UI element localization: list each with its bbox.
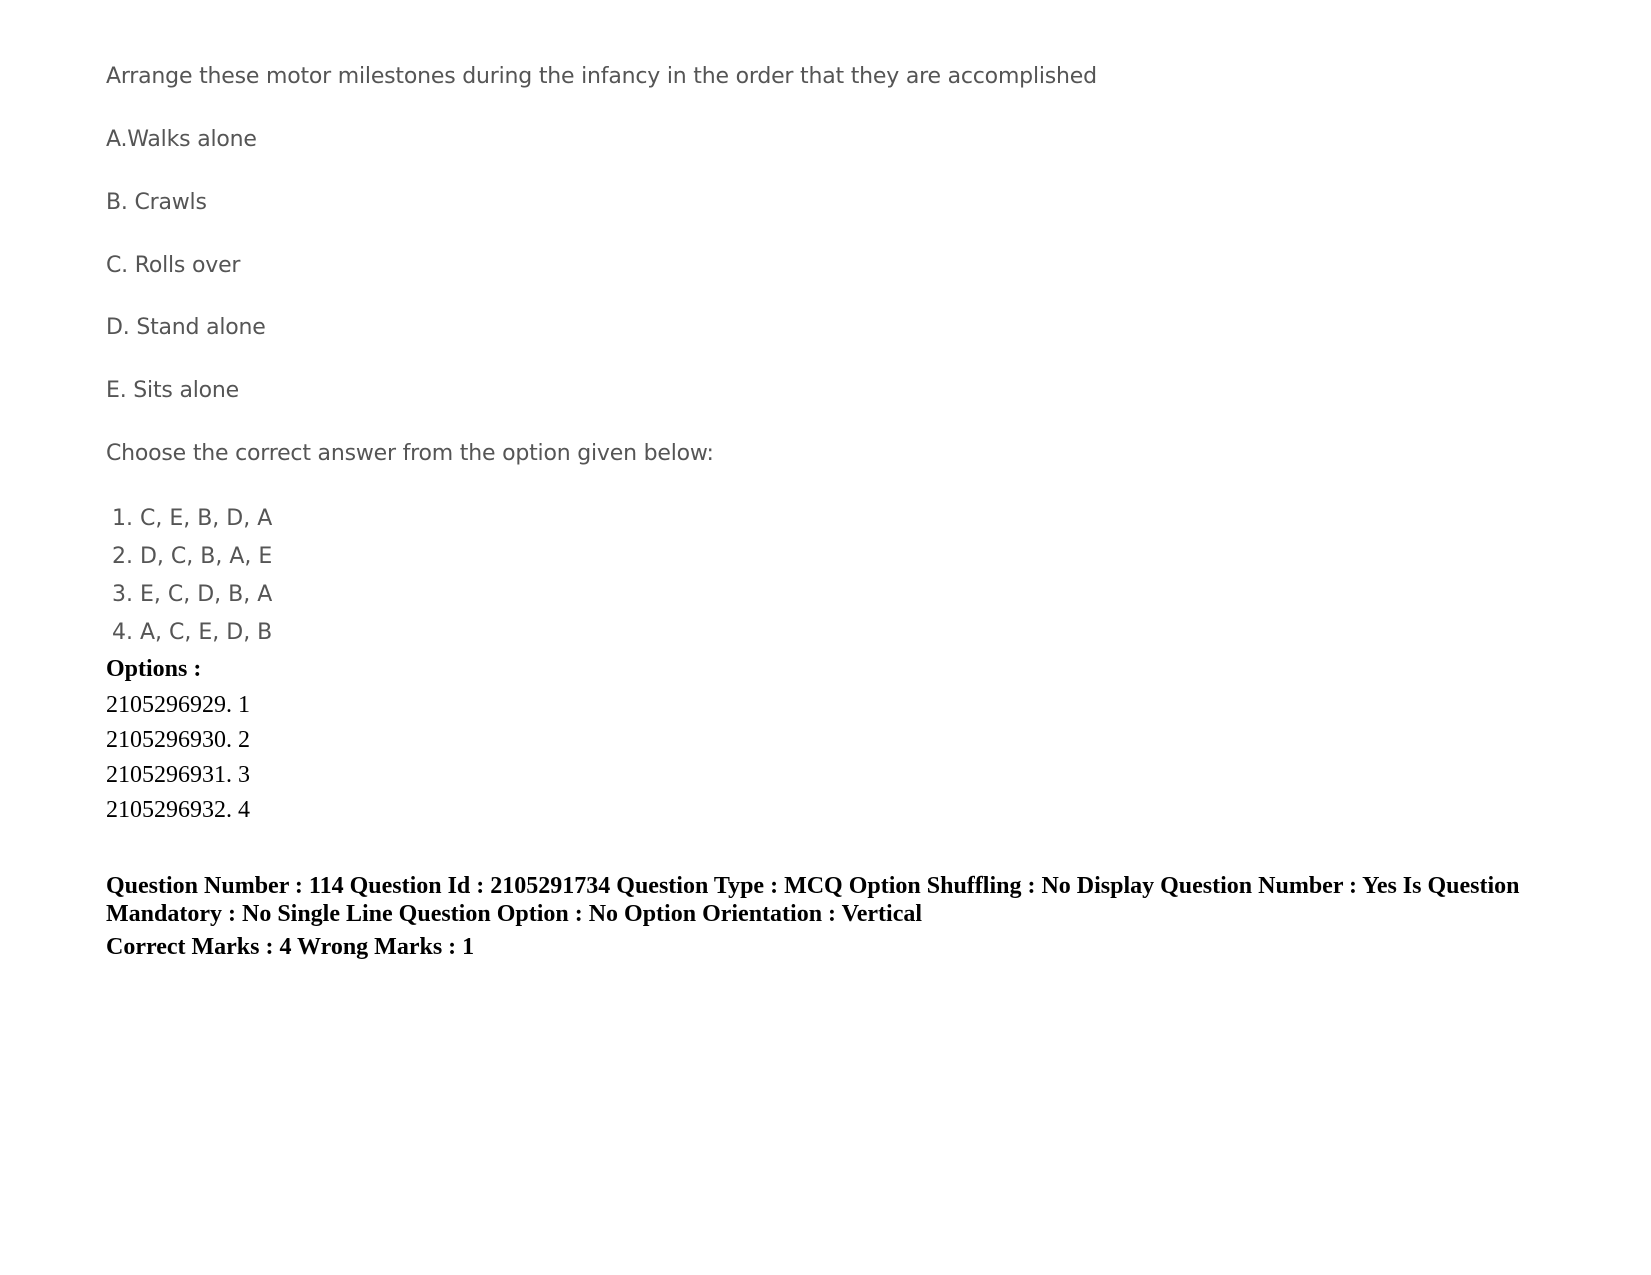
option-id-2: 2105296930. 2	[106, 727, 250, 753]
options-heading: Options :	[106, 656, 202, 682]
answer-choice-4: 4. A, C, E, D, B	[112, 620, 273, 645]
option-id-1: 2105296929. 1	[106, 692, 250, 718]
option-id-list	[106, 690, 250, 830]
option-id-4: 2105296932. 4	[106, 797, 250, 823]
milestone-item-e: E. Sits alone	[106, 378, 239, 403]
question-metadata: Question Number : 114 Question Id : 2105291734 Question Type : MCQ Option Shuffling : No Display Question Number : Yes Is Question Mandatory : No Single Line Question Option : No Option Orientation : Vertical	[106, 873, 1520, 927]
answer-choice-2: 2. D, C, B, A, E	[112, 544, 273, 569]
milestone-item-d: D. Stand alone	[106, 315, 266, 340]
milestone-item-c: C. Rolls over	[106, 253, 241, 278]
milestone-item-b: B. Crawls	[106, 190, 207, 215]
question-stem: Arrange these motor milestones during the infancy in the order that they are accomplished	[106, 64, 1097, 89]
question-instruction: Choose the correct answer from the option given below:	[106, 441, 714, 466]
question-marks: Correct Marks : 4 Wrong Marks : 1	[106, 934, 475, 960]
answer-choice-3: 3. E, C, D, B, A	[112, 582, 273, 607]
answer-choice-1: 1. C, E, B, D, A	[112, 506, 273, 531]
option-id-3: 2105296931. 3	[106, 762, 250, 788]
milestone-item-a: A.Walks alone	[106, 127, 257, 152]
answer-choice-list	[112, 506, 272, 658]
